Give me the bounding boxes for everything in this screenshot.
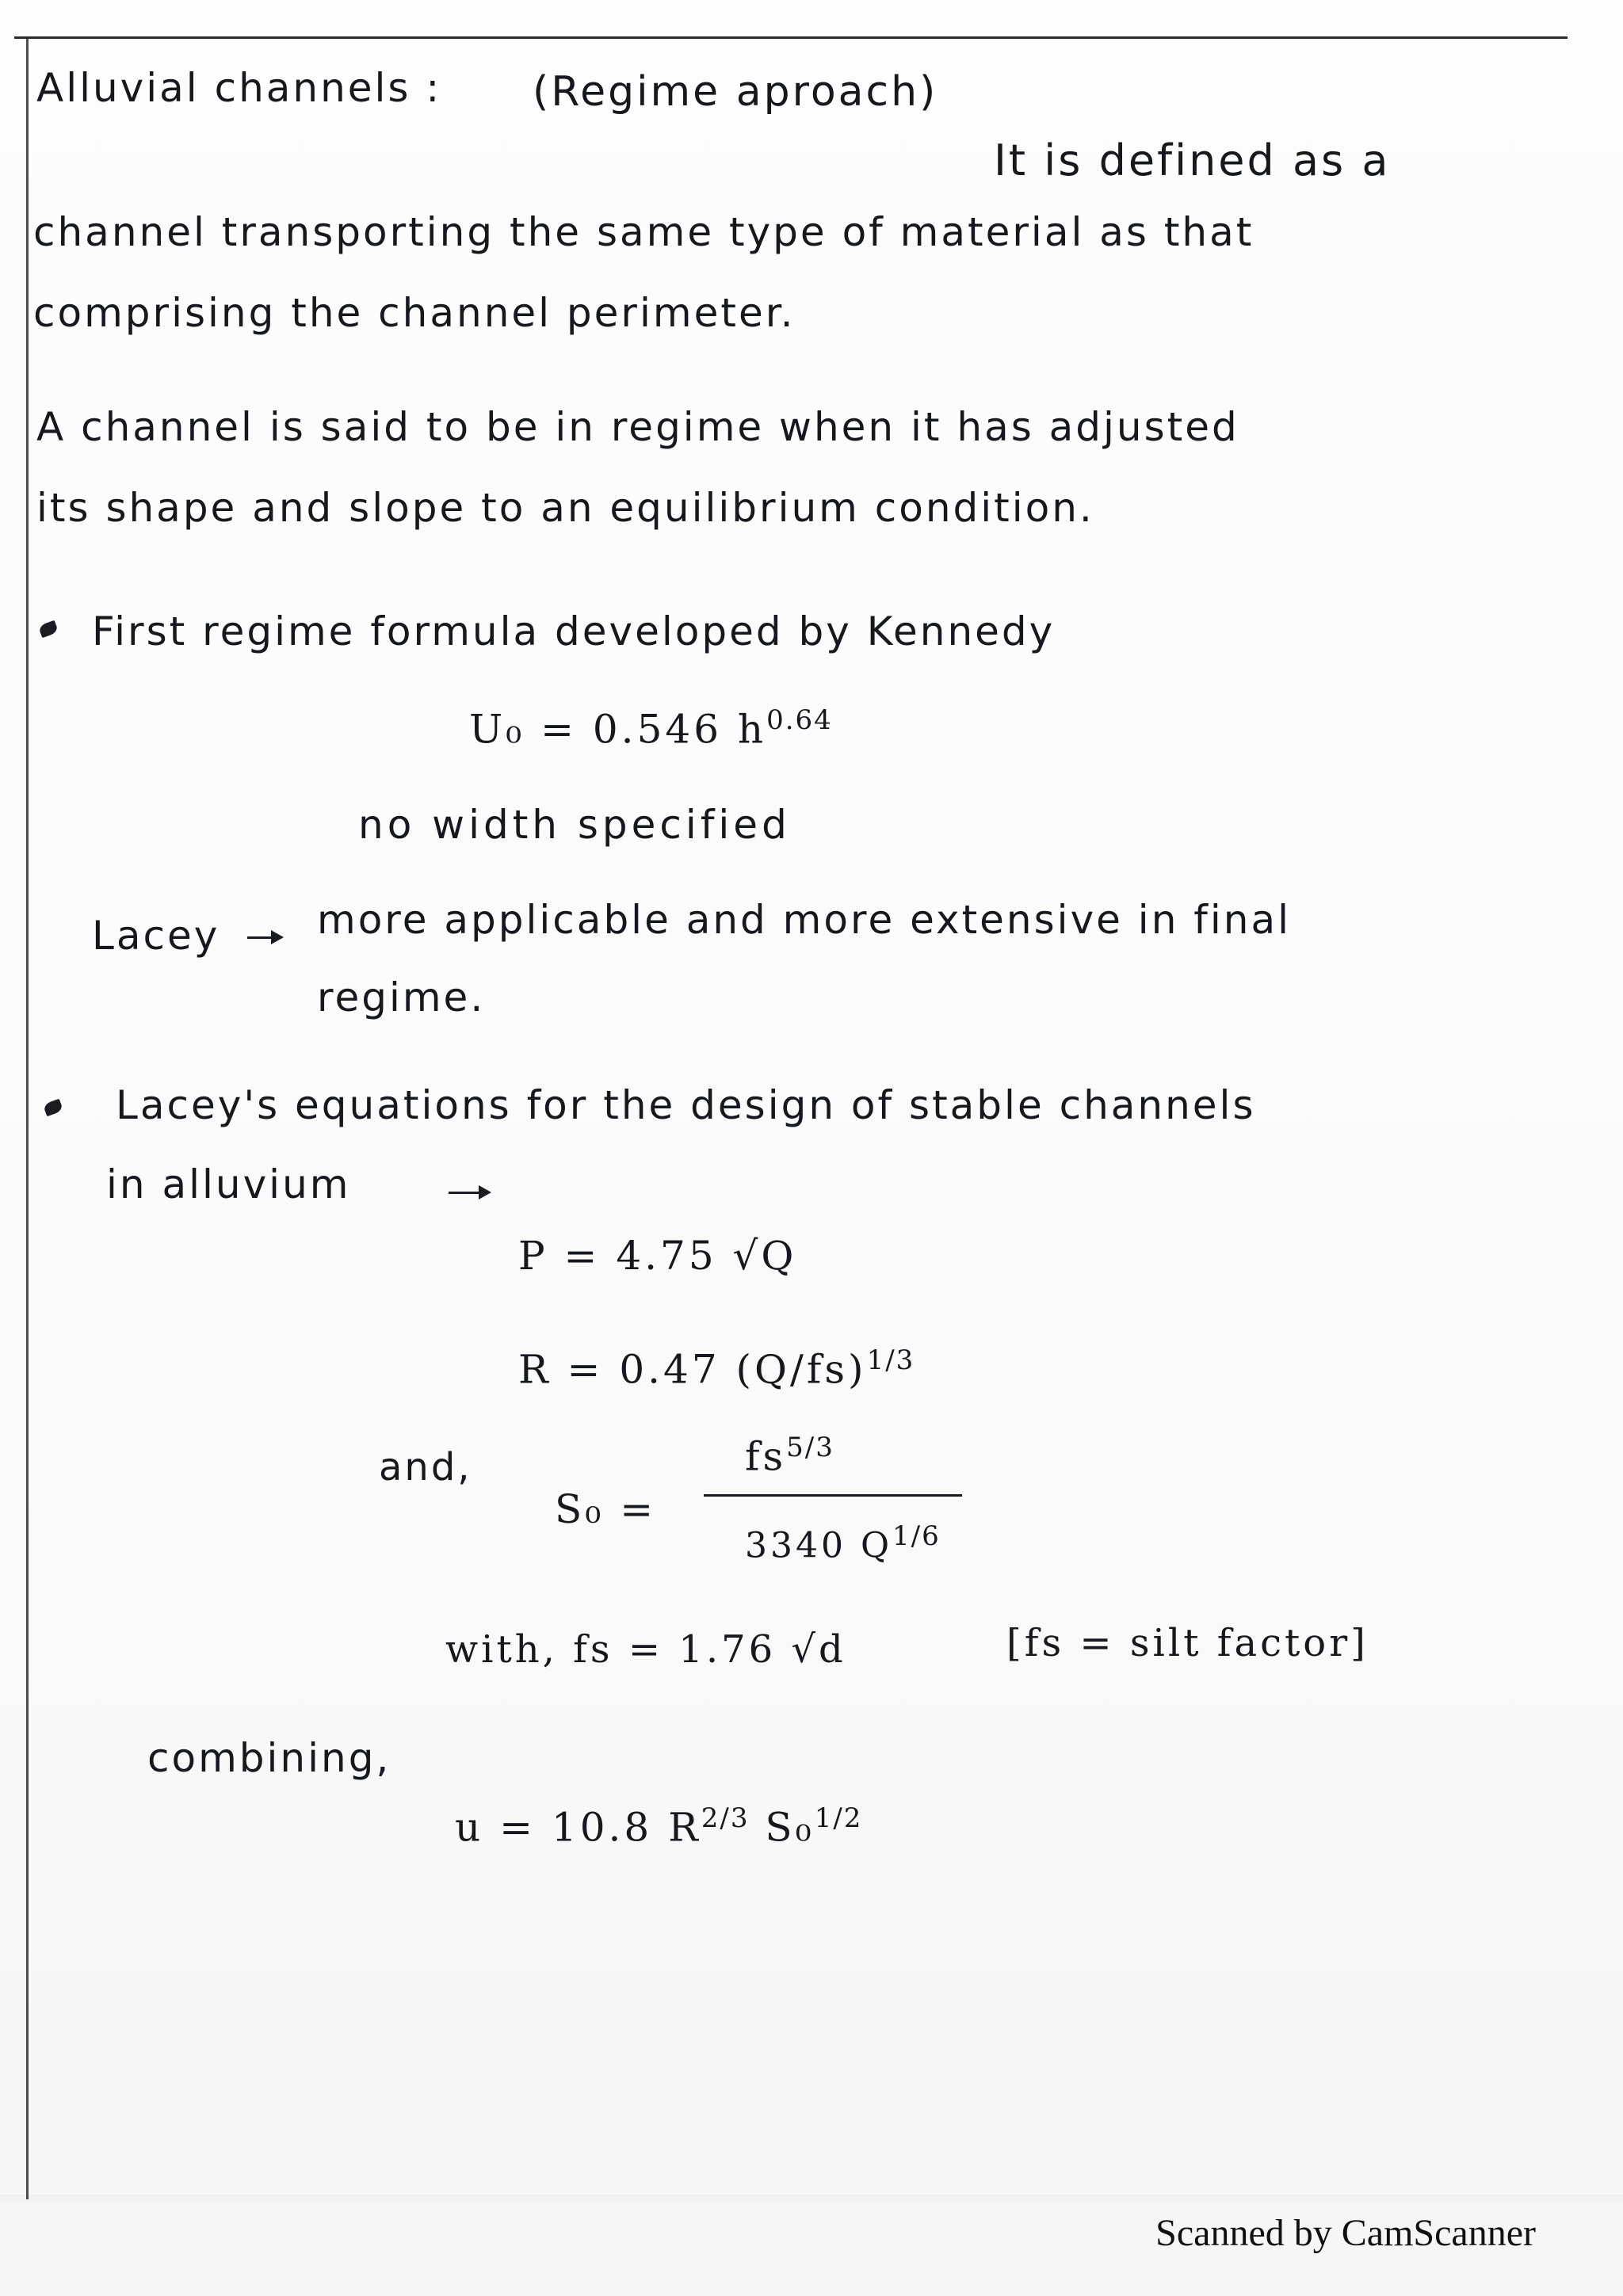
- equation-slope-denominator: [745, 1520, 941, 1566]
- definition-line-1: It is defined as a: [994, 135, 1391, 185]
- kennedy-equation: [469, 704, 833, 753]
- equation-velocity-slope: S₀: [765, 1804, 815, 1851]
- kennedy-exponent: 0.64: [766, 704, 833, 736]
- equation-velocity-exponent-1: 2/3: [701, 1802, 750, 1834]
- and-label: and,: [379, 1445, 472, 1489]
- title-approach: (Regime aproach): [533, 68, 938, 116]
- equation-slope-denominator-base: 3340 Q: [745, 1525, 893, 1566]
- fraction-bar: [704, 1494, 962, 1497]
- bullet-icon: [38, 620, 59, 639]
- equation-slope-lhs: S₀ =: [555, 1486, 657, 1532]
- equation-slope-numerator-exponent: 5/3: [786, 1432, 834, 1463]
- lacey-note-line-1: more applicable and more extensive in final: [317, 897, 1291, 943]
- regime-line-2: its shape and slope to an equilibrium condition.: [36, 485, 1094, 531]
- equation-hydraulic-radius: [518, 1344, 915, 1393]
- combining-label: combining,: [147, 1735, 391, 1781]
- title-heading: Alluvial channels :: [36, 65, 442, 111]
- equation-velocity: [455, 1802, 863, 1851]
- scanner-watermark: Scanned by CamScanner: [1155, 2212, 1536, 2254]
- equation-hydraulic-radius-exponent: 1/3: [866, 1344, 915, 1376]
- equation-velocity-exponent-2: 1/2: [814, 1802, 863, 1834]
- kennedy-equation-base: U₀ = 0.546 h: [469, 706, 767, 753]
- arrow-icon: [247, 936, 276, 939]
- lacey-equations-intro-2: in alluvium: [106, 1161, 351, 1207]
- equation-slope-numerator-base: fs: [745, 1433, 787, 1480]
- page-edge-shadow: [0, 2195, 1623, 2206]
- lacey-name: Lacey: [92, 913, 220, 959]
- equation-slope-numerator: [745, 1432, 834, 1480]
- silt-factor-note: [fs = silt factor]: [1006, 1621, 1369, 1665]
- margin-line: [26, 36, 29, 2199]
- equation-velocity-base: u = 10.8 R: [455, 1804, 701, 1851]
- kennedy-intro: First regime formula developed by Kennedy: [92, 608, 1056, 654]
- definition-line-2: channel transporting the same type of material as that: [33, 209, 1254, 255]
- equation-wetted-perimeter: P = 4.75 √Q: [518, 1233, 797, 1279]
- equation-silt-factor: with, fs = 1.76 √d: [445, 1627, 846, 1672]
- lacey-note-line-2: regime.: [317, 974, 486, 1020]
- top-rule-line: [14, 36, 1568, 39]
- equation-slope-denominator-exponent: 1/6: [892, 1520, 941, 1552]
- kennedy-note: no width specified: [358, 802, 791, 848]
- bullet-icon: [43, 1099, 63, 1117]
- equation-hydraulic-radius-base: R = 0.47 (Q/fs): [518, 1346, 867, 1393]
- lacey-equations-intro-1: Lacey's equations for the design of stable channels: [116, 1082, 1256, 1128]
- regime-line-1: A channel is said to be in regime when it has adjusted: [36, 404, 1239, 450]
- definition-line-3: comprising the channel perimeter.: [33, 290, 796, 336]
- arrow-icon: [449, 1192, 483, 1194]
